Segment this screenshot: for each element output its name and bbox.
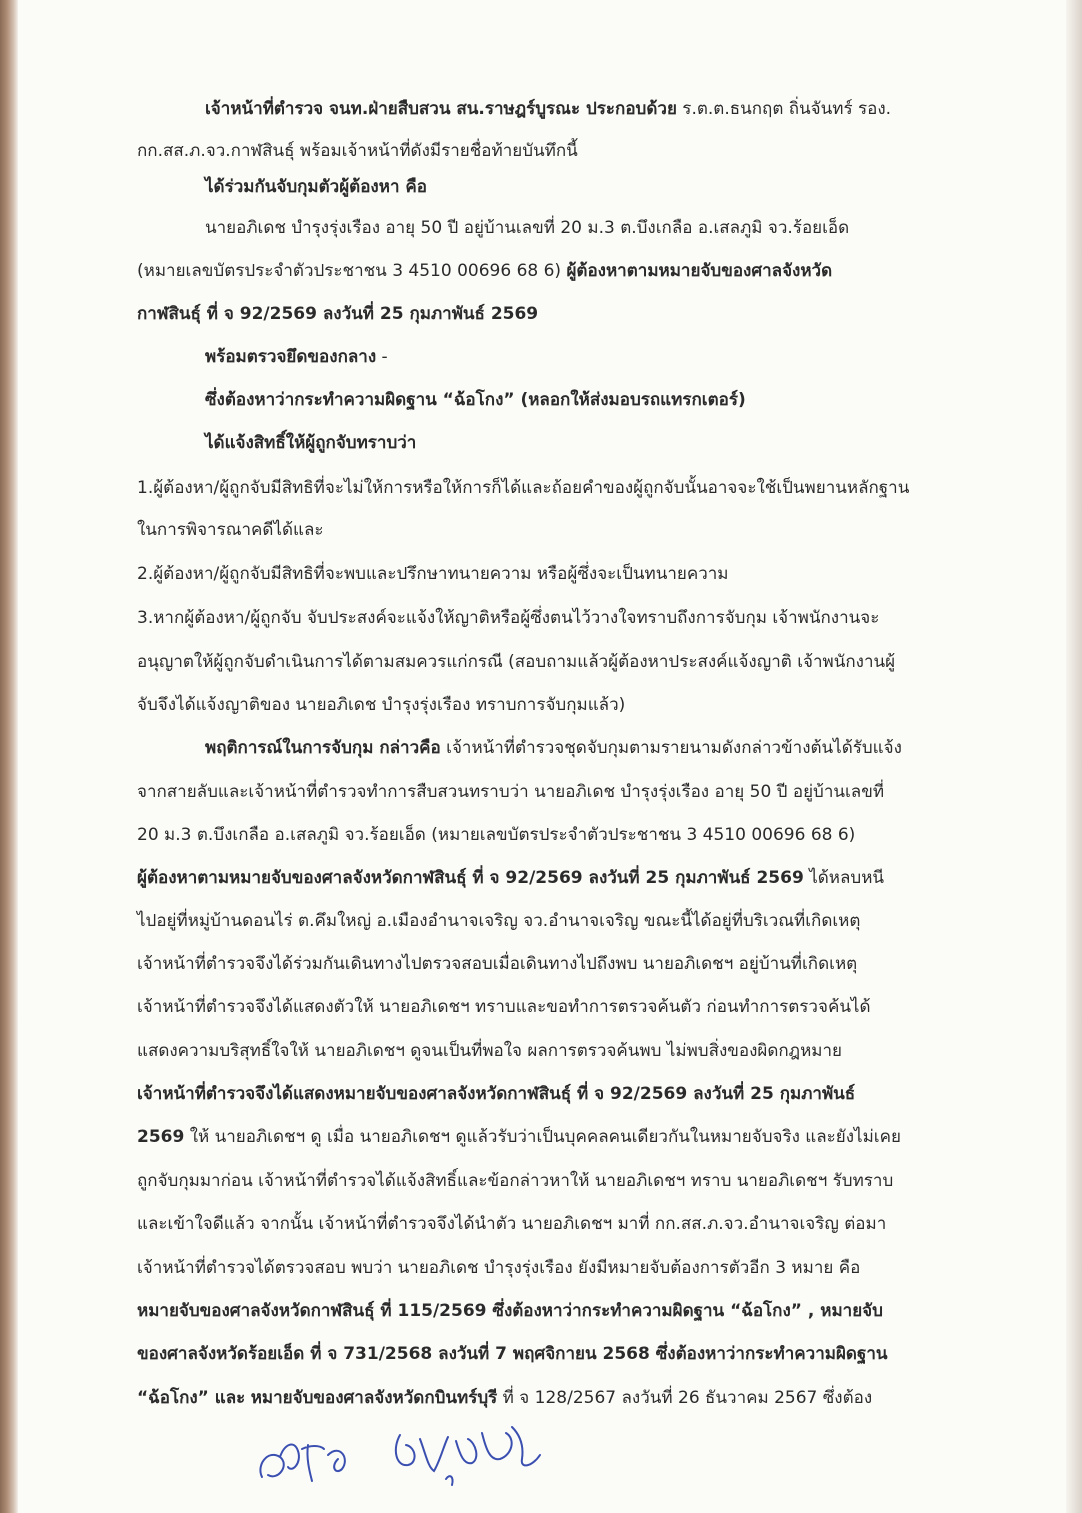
text-run: -: [376, 347, 388, 367]
doc-line-9: [205, 432, 416, 454]
doc-line-19: [137, 867, 884, 889]
bold-text-run: 2569: [137, 1127, 185, 1147]
doc-line-28: [137, 1257, 860, 1279]
bold-text-run: พฤติการณ์ในการจับกุม กล่าวคือ: [205, 738, 441, 758]
doc-line-13: [137, 607, 879, 629]
text-run: จับจึงได้แจ้งญาติของ นายอภิเดช บำรุงรุ่งเรือง ทราบการจับกุมแล้ว): [137, 695, 626, 715]
doc-line-26: [137, 1170, 893, 1192]
doc-line-8: [205, 389, 746, 411]
bold-text-run: ผู้ต้องหาตามหมายจับของศาลจังหวัด: [566, 261, 833, 281]
doc-line-18: [137, 824, 855, 846]
doc-line-20: [137, 910, 860, 932]
text-run: (หมายเลขบัตรประจำตัวประชาชน 3 4510 00696 68 6): [137, 261, 567, 281]
text-run: ไปอยู่ที่หมู่บ้านดอนไร่ ต.คึมใหญ่ อ.เมืองอำนาจเจริญ จว.อำนาจเจริญ ขณะนี้ได้อยู่ที่บริเวณที่เกิดเหตุ: [137, 911, 861, 931]
doc-line-29: [137, 1300, 883, 1322]
doc-line-16: [205, 737, 902, 759]
doc-line-1: [205, 98, 891, 120]
text-run: แสดงความบริสุทธิ์ใจให้ นายอภิเดชฯ ดูจนเป็นที่พอใจ ผลการตรวจค้นพบ ไม่พบสิ่งของผิดกฎหมาย: [137, 1041, 843, 1061]
bold-text-run: ได้ร่วมกันจับกุมตัวผู้ต้องหา คือ: [205, 177, 427, 197]
text-run: 3.หากผู้ต้องหา/ผู้ถูกจับ จับประสงค์จะแจ้งให้ญาติหรือผู้ซึ่งตนไว้วางใจทราบถึงการจับกุม เจ้าพนักงานจะ: [137, 608, 880, 628]
bold-text-run: เจ้าหน้าที่ตำรวจ จนท.ฝ่ายสืบสวน สน.ราษฎร์บูรณะ ประกอบด้วย: [205, 99, 677, 119]
text-run: เจ้าหน้าที่ตำรวจชุดจับกุมตามรายนามดังกล่าวข้างต้นได้รับแจ้ง: [440, 738, 902, 758]
doc-line-5: [137, 260, 832, 282]
paper-edge-left: [0, 0, 18, 1513]
doc-line-24: [137, 1083, 855, 1105]
text-run: นายอภิเดช บำรุงรุ่งเรือง อายุ 50 ปี อยู่บ้านเลขที่ 20 ม.3 ต.บึงเกลือ อ.เสลภูมิ จว.ร้อยเอ็ด: [205, 218, 850, 238]
doc-line-21: [137, 953, 857, 975]
text-run: 20 ม.3 ต.บึงเกลือ อ.เสลภูมิ จว.ร้อยเอ็ด (หมายเลขบัตรประจำตัวประชาชน 3 4510 00696 68 6): [137, 825, 856, 845]
bold-text-run: ได้แจ้งสิทธิ์ให้ผู้ถูกจับทราบว่า: [205, 433, 417, 453]
doc-line-4: [205, 217, 849, 239]
text-run: ให้ นายอภิเดชฯ ดู เมื่อ นายอภิเดชฯ ดูแล้วรับว่าเป็นบุคคลคนเดียวกันในหมายจับจริง และยังไม่เคย: [184, 1127, 901, 1147]
doc-line-15: [137, 694, 625, 716]
doc-line-22: [137, 996, 871, 1018]
bold-text-run: หมายจับของศาลจังหวัดกาฬสินธุ์ ที่ 115/2569 ซึ่งต้องหาว่ากระทำความผิดฐาน “ฉ้อโกง” , หมายจับ: [137, 1301, 883, 1321]
bold-text-run: เจ้าหน้าที่ตำรวจจึงได้แสดงหมายจับของศาลจังหวัดกาฬสินธุ์ ที่ จ 92/2569 ลงวันที่ 25 กุมภาพันธ์: [137, 1084, 856, 1104]
text-run: จากสายลับและเจ้าหน้าที่ตำรวจทำการสืบสวนทราบว่า นายอภิเดช บำรุงรุ่งเรือง อายุ 50 ปี อยู่บ้านเลขที่: [137, 782, 885, 802]
bold-text-run: ผู้ต้องหาตามหมายจับของศาลจังหวัดกาฬสินธุ์ ที่ จ 92/2569 ลงวันที่ 25 กุมภาพันธ์ 2569: [137, 868, 804, 888]
doc-line-12: [137, 563, 729, 585]
text-run: 2.ผู้ต้องหา/ผู้ถูกจับมีสิทธิที่จะพบและปรึกษาทนายความ หรือผู้ซึ่งจะเป็นทนายความ: [137, 564, 729, 584]
text-run: ในการพิจารณาคดีได้และ: [137, 520, 324, 540]
bold-text-run: หมายจับของศาลจังหวัดกบินทร์บุรี: [250, 1388, 498, 1408]
doc-line-27: [137, 1213, 886, 1235]
text-run: กก.สส.ภ.จว.กาฬสินธุ์ พร้อมเจ้าหน้าที่ดังมีรายชื่อท้ายบันทึกนี้: [137, 141, 578, 161]
text-run: ร.ต.ต.ธนกฤต ถิ่นจันทร์ รอง.: [676, 99, 892, 119]
doc-line-30: [137, 1343, 888, 1365]
doc-line-14: [137, 651, 895, 673]
bold-text-run: “ฉ้อโกง” และ: [137, 1388, 246, 1408]
handwritten-signature: [250, 1415, 570, 1495]
text-run: เจ้าหน้าที่ตำรวจจึงได้แสดงตัวให้ นายอภิเดชฯ ทราบและขอทำการตรวจค้นตัว ก่อนทำการตรวจค้นได้: [137, 997, 871, 1017]
bold-text-run: พร้อมตรวจยึดของกลาง: [205, 347, 377, 367]
text-run: ถูกจับกุมมาก่อน เจ้าหน้าที่ตำรวจได้แจ้งสิทธิ์และข้อกล่าวหาให้ นายอภิเดชฯ ทราบ นายอภิเดชฯ รับทราบ: [137, 1171, 894, 1191]
text-run: ที่ จ 128/2567 ลงวันที่ 26 ธันวาคม 2567 ซึ่งต้อง: [497, 1388, 873, 1408]
doc-line-10: [137, 477, 909, 499]
doc-line-7: [205, 346, 388, 368]
text-run: และเข้าใจดีแล้ว จากนั้น เจ้าหน้าที่ตำรวจจึงได้นำตัว นายอภิเดชฯ มาที่ กก.สส.ภ.จว.อำนาจเจริญ ต่อมา: [137, 1214, 887, 1234]
doc-line-2: [137, 140, 578, 162]
text-run: เจ้าหน้าที่ตำรวจจึงได้ร่วมกันเดินทางไปตรวจสอบเมื่อเดินทางไปถึงพบ นายอภิเดชฯ อยู่บ้านที่เกิดเหตุ: [137, 954, 858, 974]
text-run: อนุญาตให้ผู้ถูกจับดำเนินการได้ตามสมควรแก่กรณี (สอบถามแล้วผู้ต้องหาประสงค์แจ้งญาติ เจ้าพนักงานผู้: [137, 652, 896, 672]
bold-text-run: ของศาลจังหวัดร้อยเอ็ด ที่ จ 731/2568 ลงวันที่ 7 พฤศจิกายน 2568 ซึ่งต้องหาว่ากระทำความผิดฐาน: [137, 1344, 888, 1364]
text-run: เจ้าหน้าที่ตำรวจได้ตรวจสอบ พบว่า นายอภิเดช บำรุงรุ่งเรือง ยังมีหมายจับต้องการตัวอีก 3 หมาย คือ: [137, 1258, 861, 1278]
doc-line-25: [137, 1126, 901, 1148]
bold-text-run: กาฬสินธุ์ ที่ จ 92/2569 ลงวันที่ 25 กุมภาพันธ์ 2569: [137, 304, 539, 324]
doc-line-6: [137, 303, 538, 325]
paper-edge-right: [1066, 0, 1082, 1513]
doc-line-17: [137, 781, 884, 803]
text-run: 1.ผู้ต้องหา/ผู้ถูกจับมีสิทธิที่จะไม่ให้การหรือให้การก็ได้และถ้อยคำของผู้ถูกจับนั้นอาจจะใช้เป็นพยานหลักฐาน: [137, 478, 910, 498]
doc-line-31: [137, 1387, 872, 1409]
doc-line-3: [205, 176, 427, 198]
bold-text-run: ซึ่งต้องหาว่ากระทำความผิดฐาน “ฉ้อโกง” (หลอกให้ส่งมอบรถแทรกเตอร์): [205, 390, 746, 410]
doc-line-11: [137, 519, 324, 541]
doc-line-23: [137, 1040, 842, 1062]
text-run: ได้หลบหนี: [803, 868, 885, 888]
